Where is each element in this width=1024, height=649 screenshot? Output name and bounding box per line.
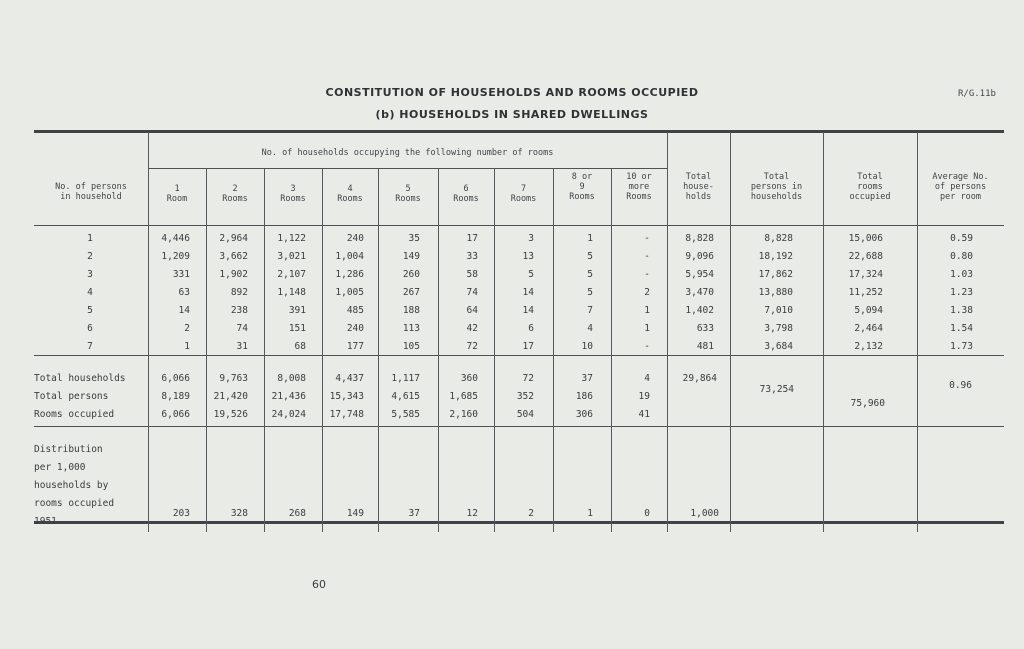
total-households-cell: 9,096	[685, 251, 714, 262]
row-label: 5	[87, 305, 93, 316]
row-label: 1	[87, 233, 93, 244]
table-cell: 1	[184, 341, 190, 352]
summary-col-header: Total persons in households	[750, 172, 803, 202]
summary-col-header: Total house- holds	[683, 172, 714, 202]
summary-col-header: Total rooms occupied	[849, 172, 891, 202]
table-cell: 1,286	[335, 269, 364, 280]
row-label: 4	[87, 287, 93, 298]
table-cell: 5	[587, 251, 593, 262]
grand-total-rooms: 75,960	[850, 398, 885, 409]
persons-header: No. of persons in household	[55, 182, 127, 202]
table-cell: 1	[644, 323, 650, 334]
totals-cell: 24,024	[271, 409, 306, 420]
column-divider	[322, 169, 323, 532]
totals-cell: 4,615	[391, 391, 420, 402]
totals-row-label: Total persons	[34, 391, 109, 402]
total-households-cell: 633	[696, 323, 714, 334]
total-persons-cell: 13,880	[758, 287, 793, 298]
table-cell: 151	[288, 323, 306, 334]
total-households-cell: 481	[696, 341, 714, 352]
table-cell: 3,021	[277, 251, 306, 262]
total-persons-cell: 17,862	[758, 269, 793, 280]
row-label: 3	[87, 269, 93, 280]
distribution-label: households by	[34, 480, 109, 491]
table-cell: 14	[522, 287, 534, 298]
table-top-rule	[34, 130, 1004, 133]
totals-cell: 72	[522, 373, 534, 384]
table-cell: 5	[587, 269, 593, 280]
table-cell: 63	[178, 287, 190, 298]
distribution-cell: 37	[408, 508, 420, 519]
totals-cell: 6,066	[161, 409, 190, 420]
distribution-label: 1951	[34, 516, 57, 527]
totals-cell: 41	[638, 409, 650, 420]
column-divider	[438, 169, 439, 532]
totals-cell: 1,117	[391, 373, 420, 384]
distribution-total: 1,000	[690, 508, 719, 519]
table-cell: 238	[230, 305, 248, 316]
total-persons-cell: 8,828	[764, 233, 793, 244]
totals-cell: 17,748	[329, 409, 364, 420]
total-households-cell: 5,954	[685, 269, 714, 280]
average-cell: 1.73	[950, 341, 973, 352]
totals-cell: 21,436	[271, 391, 306, 402]
table-cell: 188	[402, 305, 420, 316]
distribution-cell: 149	[346, 508, 364, 519]
distribution-label: Distribution	[34, 444, 103, 455]
table-cell: 74	[466, 287, 478, 298]
totals-cell: 360	[460, 373, 478, 384]
table-cell: 17	[522, 341, 534, 352]
room-col-header: 1 Room	[166, 184, 188, 204]
table-cell: 240	[346, 323, 364, 334]
totals-cell: 1,685	[449, 391, 478, 402]
totals-cell: 4,437	[335, 373, 364, 384]
row-label: 2	[87, 251, 93, 262]
total-rooms-cell: 2,464	[854, 323, 883, 334]
table-cell: 331	[172, 269, 190, 280]
totals-row-label: Rooms occupied	[34, 409, 115, 420]
total-rooms-cell: 5,094	[854, 305, 883, 316]
table-cell: 2	[184, 323, 190, 334]
totals-cell: 306	[575, 409, 593, 420]
average-cell: 1.23	[950, 287, 973, 298]
page-title: CONSTITUTION OF HOUSEHOLDS AND ROOMS OCCUPIED	[325, 86, 699, 99]
table-cell: 4	[587, 323, 593, 334]
totals-cell: 5,585	[391, 409, 420, 420]
table-cell: 64	[466, 305, 478, 316]
totals-cell: 2,160	[449, 409, 478, 420]
distribution-cell: 268	[288, 508, 306, 519]
table-cell: 1,148	[277, 287, 306, 298]
totals-bottom-rule	[34, 426, 1004, 427]
totals-cell: 6,066	[161, 373, 190, 384]
table-cell: 14	[178, 305, 190, 316]
table-cell: 240	[346, 233, 364, 244]
table-cell: 6	[528, 323, 534, 334]
total-persons-cell: 7,010	[764, 305, 793, 316]
total-persons-cell: 3,798	[764, 323, 793, 334]
average-cell: 0.80	[950, 251, 973, 262]
total-rooms-cell: 22,688	[848, 251, 883, 262]
average-cell: 1.03	[950, 269, 973, 280]
average-cell: 1.38	[950, 305, 973, 316]
total-persons-cell: 3,684	[764, 341, 793, 352]
table-cell: -	[644, 233, 650, 244]
rooms-group-header: No. of households occupying the following number of rooms	[261, 148, 554, 158]
table-cell: 2	[644, 287, 650, 298]
table-cell: 1,122	[277, 233, 306, 244]
column-divider	[206, 169, 207, 532]
room-col-header: 10 or more Rooms	[626, 172, 652, 202]
table-cell: 3	[528, 233, 534, 244]
totals-cell: 352	[516, 391, 534, 402]
distribution-cell: 2	[528, 508, 534, 519]
table-cell: 892	[230, 287, 248, 298]
table-cell: -	[644, 251, 650, 262]
table-cell: 58	[466, 269, 478, 280]
table-cell: 1,902	[219, 269, 248, 280]
header-bottom-rule	[34, 225, 1004, 226]
table-cell: 68	[294, 341, 306, 352]
totals-cell: 8,008	[277, 373, 306, 384]
table-cell: 4,446	[161, 233, 190, 244]
room-col-header: 2 Rooms	[222, 184, 248, 204]
room-col-header: 5 Rooms	[395, 184, 421, 204]
distribution-cell: 1	[587, 508, 593, 519]
totals-cell: 15,343	[329, 391, 364, 402]
distribution-label: per 1,000	[34, 462, 86, 473]
column-divider	[264, 169, 265, 532]
table-cell: 2,964	[219, 233, 248, 244]
total-rooms-cell: 2,132	[854, 341, 883, 352]
summary-col-header: Average No. of persons per room	[932, 172, 989, 202]
row-label: 6	[87, 323, 93, 334]
totals-row-label: Total households	[34, 373, 126, 384]
rooms-group-rule	[148, 168, 667, 169]
column-divider	[494, 169, 495, 532]
totals-cell: 4	[644, 373, 650, 384]
table-cell: 74	[236, 323, 248, 334]
table-cell: 149	[402, 251, 420, 262]
grand-average: 0.96	[949, 380, 972, 391]
body-bottom-rule	[34, 355, 1004, 356]
totals-cell: 19	[638, 391, 650, 402]
table-cell: 177	[346, 341, 364, 352]
totals-cell: 9,763	[219, 373, 248, 384]
table-cell: 72	[466, 341, 478, 352]
table-cell: -	[644, 269, 650, 280]
table-cell: -	[644, 341, 650, 352]
table-cell: 10	[581, 341, 593, 352]
table-cell: 5	[587, 287, 593, 298]
table-cell: 1	[587, 233, 593, 244]
table-bottom-rule	[34, 521, 1004, 524]
row-label: 7	[87, 341, 93, 352]
totals-cell: 21,420	[213, 391, 248, 402]
table-cell: 42	[466, 323, 478, 334]
column-divider	[553, 169, 554, 532]
average-cell: 1.54	[950, 323, 973, 334]
table-cell: 17	[466, 233, 478, 244]
page-subtitle: (b) HOUSEHOLDS IN SHARED DWELLINGS	[375, 108, 649, 121]
table-cell: 391	[288, 305, 306, 316]
total-rooms-cell: 15,006	[848, 233, 883, 244]
totals-cell: 186	[575, 391, 593, 402]
table-cell: 105	[402, 341, 420, 352]
room-col-header: 6 Rooms	[453, 184, 479, 204]
table-cell: 3,662	[219, 251, 248, 262]
column-divider	[378, 169, 379, 532]
total-rooms-cell: 17,324	[848, 269, 883, 280]
grand-total-households: 29,864	[682, 373, 717, 384]
totals-cell: 19,526	[213, 409, 248, 420]
total-households-cell: 8,828	[685, 233, 714, 244]
table-cell: 31	[236, 341, 248, 352]
reference-code: R/G.11b	[958, 89, 996, 99]
room-col-header: 8 or 9 Rooms	[569, 172, 595, 202]
table-cell: 113	[402, 323, 420, 334]
total-rooms-cell: 11,252	[848, 287, 883, 298]
distribution-cell: 203	[172, 508, 190, 519]
room-col-header: 4 Rooms	[337, 184, 363, 204]
table-cell: 1,004	[335, 251, 364, 262]
distribution-cell: 12	[466, 508, 478, 519]
room-col-header: 3 Rooms	[280, 184, 306, 204]
table-cell: 33	[466, 251, 478, 262]
table-cell: 7	[587, 305, 593, 316]
grand-total-persons: 73,254	[759, 384, 794, 395]
distribution-cell: 0	[644, 508, 650, 519]
table-cell: 267	[402, 287, 420, 298]
totals-cell: 8,189	[161, 391, 190, 402]
table-cell: 5	[528, 269, 534, 280]
table-cell: 1,209	[161, 251, 190, 262]
table-cell: 485	[346, 305, 364, 316]
table-cell: 260	[402, 269, 420, 280]
total-households-cell: 1,402	[685, 305, 714, 316]
total-households-cell: 3,470	[685, 287, 714, 298]
table-cell: 1	[644, 305, 650, 316]
room-col-header: 7 Rooms	[510, 184, 537, 204]
table-cell: 13	[522, 251, 534, 262]
totals-cell: 37	[581, 373, 593, 384]
totals-cell: 504	[516, 409, 534, 420]
average-cell: 0.59	[950, 233, 973, 244]
table-cell: 14	[522, 305, 534, 316]
total-persons-cell: 18,192	[758, 251, 793, 262]
table-cell: 35	[408, 233, 420, 244]
table-cell: 2,107	[277, 269, 306, 280]
table-cell: 1,005	[335, 287, 364, 298]
distribution-cell: 328	[230, 508, 248, 519]
column-divider	[611, 169, 612, 532]
distribution-label: rooms occupied	[34, 498, 115, 509]
page-number: 60	[312, 578, 326, 591]
